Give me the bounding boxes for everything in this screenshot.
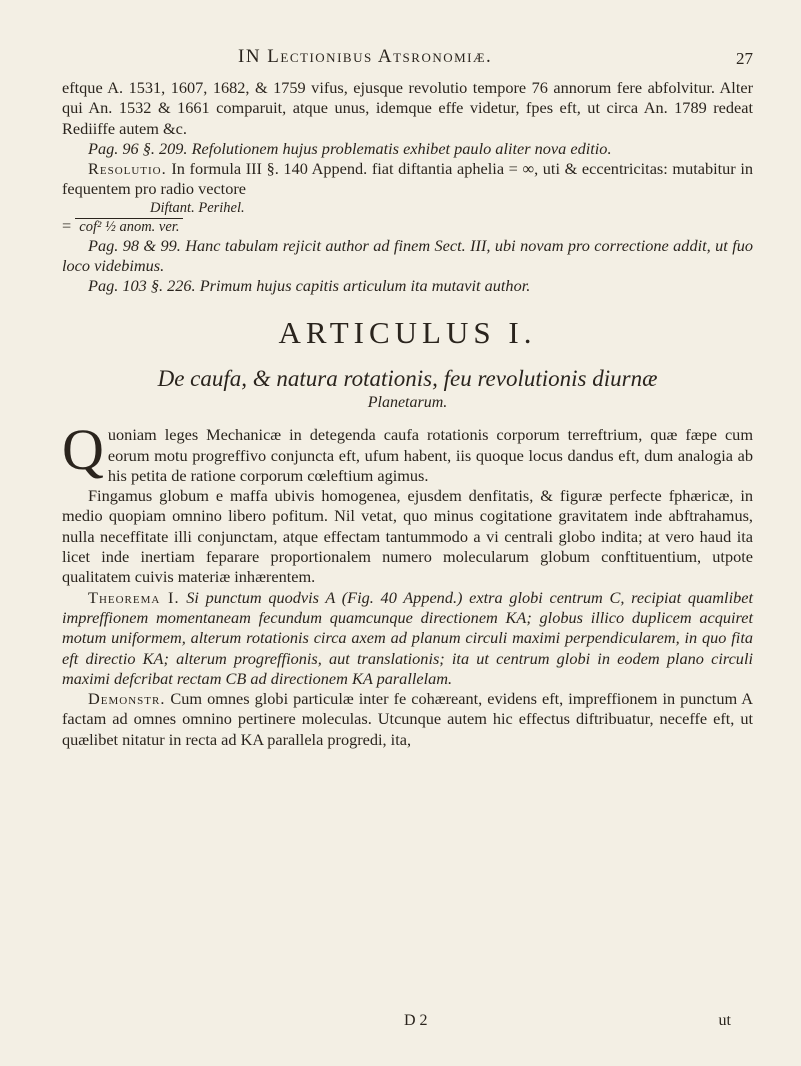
demonstration-paragraph [62, 689, 753, 750]
note-page-103 [62, 276, 753, 296]
opening-paragraph [62, 417, 753, 486]
note-text: Primum hujus capitis articulum ita mutavit author. [199, 276, 531, 296]
note-text: Hanc tabulam rejicit author ad finem Sect. III, ubi novam pro correctione addit, ut fuo loco videbimus. [62, 235, 753, 276]
note-page-96 [62, 139, 753, 159]
drop-cap: Q [62, 417, 104, 483]
article-title: ARTICULUS I. [278, 314, 537, 350]
note-text: Refolutionem hujus problematis exhibet paulo aliter nova editio. [191, 138, 612, 158]
formula-numerator: Diftant. Perihel. [150, 199, 245, 216]
note-label: Pag. 103 §. 226. [88, 276, 196, 296]
signature-mark: D 2 [404, 1012, 428, 1029]
resolutio-paragraph [62, 159, 753, 200]
page-body [62, 78, 753, 750]
radius-vector-formula [62, 200, 753, 236]
paragraph-continuation: eftque A. 1531, 1607, 1682, & 1759 vifus, ejusque revolutio tempore 76 annorum fere abfolvitur. Alter qui An. 1532 & 1661 comparuit, atque unus, idemque effe videtur, fpes eft, ut circa An. 1789 redeat Rediiffe autem &c. [62, 78, 753, 138]
note-page-98 [62, 236, 753, 277]
opening-text: uoniam leges Mechanicæ in detegenda caufa rotationis corporum terreftrium, quæ fæpe cum eorum motu progreffivo conjuncta eft, ufum habent, iis quoque locus dandus eft, dum analogia ab his petita de ratione corporum cœleftium agimus. [107, 425, 753, 485]
theorem-paragraph [62, 588, 753, 689]
running-head: IN Lectionibus Atsronomiæ. [238, 46, 493, 67]
resolutio-text: In formula III §. 140 Append. fiat diftantia aphelia = ∞, uti & eccentricitas: mutabitur in fequentem pro radio vectore [62, 159, 754, 199]
page-header [0, 37, 801, 73]
page-number: 27 [736, 49, 753, 68]
note-label: Pag. 98 & 99. [88, 235, 181, 255]
demonstration-label: Demonstr. [88, 689, 166, 709]
article-subtitle-second-line: Planetarum. [367, 393, 448, 411]
catchword: ut [718, 1012, 731, 1029]
demonstration-text: Cum omnes globi particulæ inter fe cohæreant, evidens eft, impreffionem in punctum A factam ad omnes omnino pertinere moleculas. Utcunque autem hic effectus diftribuatur, neceffe eft, ut quælibet nitatur in recta ad KA parallela progredi, ita, [62, 689, 753, 749]
article-subtitle: De caufa, & natura rotationis, feu revolutionis diurnæ [157, 365, 658, 391]
formula-denominator: cof² ½ anom. ver. [75, 218, 183, 236]
theorem-text: Si punctum quodvis A (Fig. 40 Append.) extra globi centrum C, recipiat quamlibet impreffionem momentaneam fecundum quamcunque directionem KA; globus illico duplicem acquiret motum uniformem, alterum rotationis circa axem ad planum circuli maximi perpendicularem, in quo fita eft directio KA; alterum progreffionis, aut translationis; ita ut centrum globi in eodem plano circuli maximi defcribat rectam CB ad directionem KA parallelam. [62, 587, 753, 688]
theorem-label: Theorema I. [88, 587, 180, 607]
formula-equals: = [62, 215, 72, 235]
note-label: Pag. 96 §. 209. [88, 138, 188, 158]
resolutio-label: Resolutio. [88, 159, 167, 179]
fingamus-paragraph: Fingamus globum e maffa ubivis homogenea, ejusdem denfitatis, & figuræ perfecte fphæricæ, in medio quopiam omnino libero pofitum. Nil vetat, quo minus cogitatione gravitatem inde abftrahamus, nulla neceffitate illi conjunctam, atque effectam tantummodo a vi centrali globo indita; at vero haud ita licet inde inertiam feparare proportionalem numero molecularum globum conftituentium, utpote qualitatem cuivis materiæ inhærentem. [62, 486, 753, 587]
